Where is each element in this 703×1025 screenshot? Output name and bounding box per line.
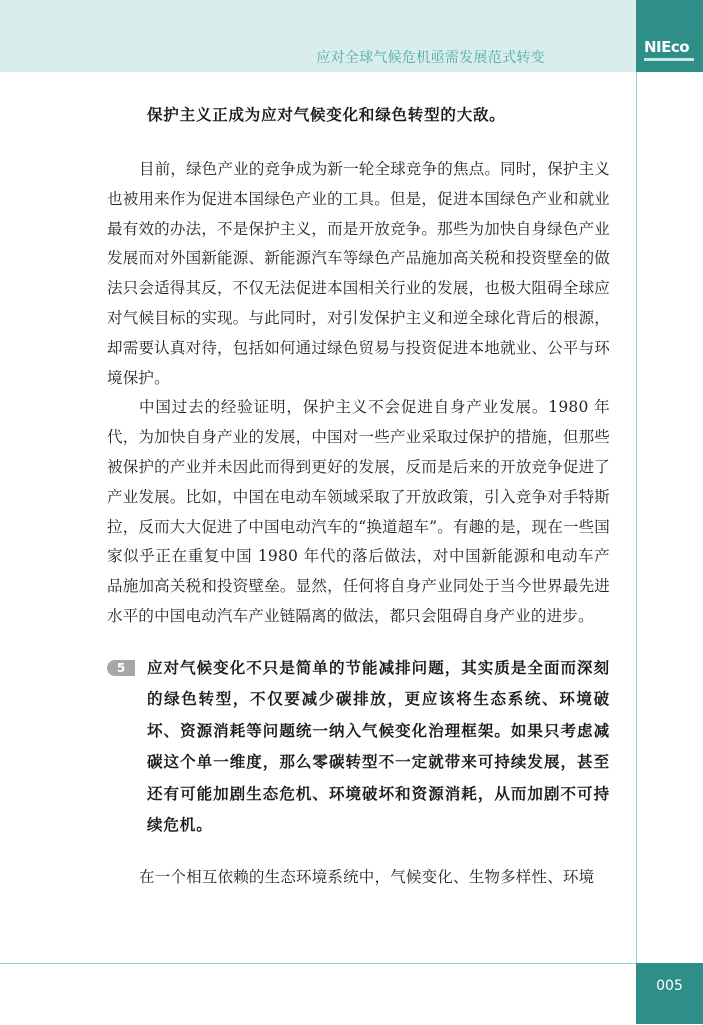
paragraph-1: 目前，绿色产业的竞争成为新一轮全球竞争的焦点。同时，保护主义也被用来作为促进本国绿色产业的工具。但是，促进本国绿色产业和就业最有效的办法，不是保护主义，而是开放竞争。那些为加快自身绿色产业发展而对外国新能源、新能源汽车等绿色产品施加高关税和投资壁垒的做法只会适得其反，不仅无法促进本国相关行业的发展，也极大阻碍全球应对气候目标的实现。与此同时，对引发保护主义和逆全球化背后的根源，却需要认真对待，包括如何通过绿色贸易与投资促进本地就业、公平与环境保护。 [107,160,611,387]
footer-band [0,963,636,1025]
page-number: 005 [656,978,683,994]
corner-logo [636,0,703,72]
point-text: 应对气候变化不只是简单的节能减排问题，其实质是全面而深刻的绿色转型，不仅要减少碳排放，更应该将生态系统、环境破坏、资源消耗等问题统一纳入气候变化治理框架。如果只考虑减碳这个单一维度，那么零碳转型不一定就带来可持续发展，甚至还有可能加剧生态危机、环境破坏和资源消耗，从而加剧不可持续危机。 [147,657,610,835]
key-point-5 [107,652,610,841]
logo-icon: NIEco [644,38,690,56]
running-header-title: 应对全球气候危机亟需发展范式转变 [316,50,545,66]
header-band [0,0,636,72]
page-number-box [636,963,703,1024]
logo-underline [644,58,694,61]
right-margin-bar [636,0,703,1024]
paragraph-2: 中国过去的经验证明，保护主义不会促进自身产业发展。1980 年代，为加快自身产业的发展，中国对一些产业采取过保护的措施，但那些被保护的产业并未因此而得到更好的发展，反而是后来的开放竞争促进了产业发展。比如，中国在电动车领域采取了开放政策，引入竞争对手特斯拉，反而大大促进了中国电动汽车的“换道超车”。有趣的是，现在一些国家似乎正在重复中国 1980 年代的落后做法，对中国新能源和电动车产品施加高关税和投资壁垒。显然，任何将自身产业同处于当今世界最先进水平的中国电动汽车产业链隔离的做法，都只会阻碍自身产业的进步。 [107,398,610,625]
paragraph-3: 在一个相互依赖的生态环境系统中，气候变化、生物多样性、环境 [139,867,595,886]
page-body [107,98,610,893]
lead-bold-sentence: 保护主义正成为应对气候变化和绿色转型的大敌。 [147,105,506,124]
point-number-badge: 5 [107,660,135,676]
